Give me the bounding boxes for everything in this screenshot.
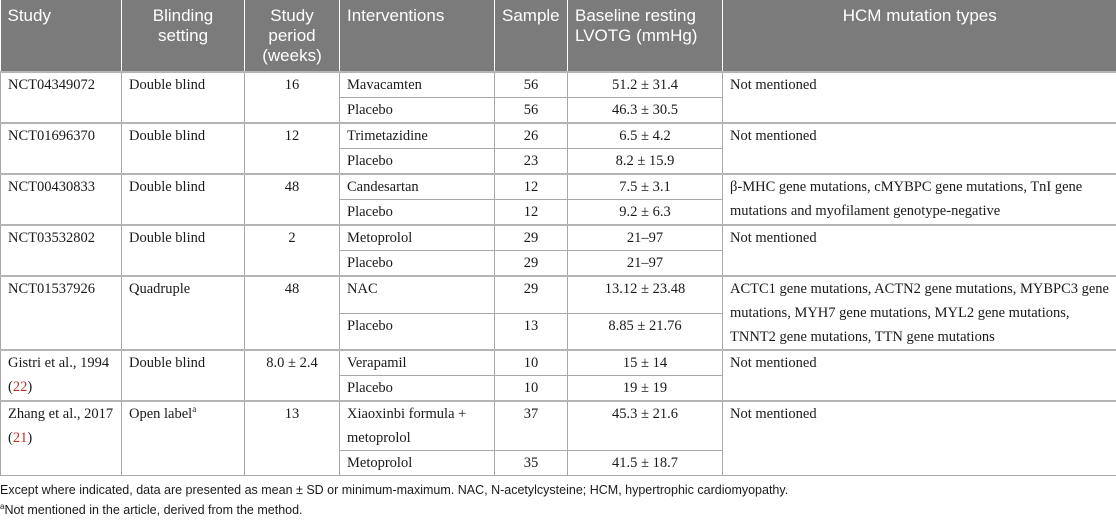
period-cell: 13 (245, 401, 340, 476)
blinding-cell (122, 401, 245, 476)
footnote-marker: a (192, 404, 196, 414)
period-cell: 48 (245, 276, 340, 350)
header-study: Study (1, 0, 122, 72)
study-name: Zhang et al., 2017 (8, 406, 113, 422)
study-cell: Gistri et al., 1994 (22) (1, 350, 122, 401)
lvotg-cell: 46.3 ± 30.5 (568, 98, 723, 124)
mutation-cell: Not mentioned (723, 401, 1116, 476)
sample-cell: 10 (495, 350, 568, 376)
intervention-cell: Verapamil (340, 350, 495, 376)
study-name: Gistri et al., 1994 (8, 355, 109, 371)
table-row (1, 123, 1116, 149)
sample-cell: 23 (495, 149, 568, 175)
period-cell: 8.0 ± 2.4 (245, 350, 340, 401)
sample-cell: 13 (495, 313, 568, 350)
study-cell: Zhang et al., 2017 (21) (1, 401, 122, 476)
lvotg-cell: 21–97 (568, 225, 723, 251)
reference-link[interactable]: 21 (13, 430, 28, 446)
blinding-cell: Double blind (122, 225, 245, 276)
table-row (1, 72, 1116, 98)
intervention-cell: Metoprolol (340, 225, 495, 251)
header-blinding: Blinding setting (122, 0, 245, 72)
mutation-cell: Not mentioned (723, 123, 1116, 174)
table-row (1, 174, 1116, 200)
study-cell: NCT03532802 (1, 225, 122, 276)
header-lvotg: Baseline resting LVOTG (mmHg) (568, 0, 723, 72)
mutation-cell: Not mentioned (723, 72, 1116, 123)
lvotg-cell: 8.85 ± 21.76 (568, 313, 723, 350)
sample-cell: 12 (495, 200, 568, 226)
table-row (1, 401, 1116, 451)
lvotg-cell: 19 ± 19 (568, 376, 723, 402)
intervention-cell: Xiaoxinbi formula + metoprolol (340, 401, 495, 451)
lvotg-cell: 51.2 ± 31.4 (568, 72, 723, 98)
mutation-cell: Not mentioned (723, 350, 1116, 401)
mutation-cell: β-MHC gene mutations, cMYBPC gene mutations, TnI gene mutations and myofilament genotype-negative (723, 174, 1116, 225)
header-row (1, 0, 1116, 72)
blinding-cell: Quadruple (122, 276, 245, 350)
lvotg-cell: 7.5 ± 3.1 (568, 174, 723, 200)
header-sample: Sample (495, 0, 568, 72)
intervention-cell: Placebo (340, 200, 495, 226)
period-cell: 48 (245, 174, 340, 225)
sample-cell: 26 (495, 123, 568, 149)
blinding-cell: Double blind (122, 174, 245, 225)
sample-cell: 10 (495, 376, 568, 402)
table-row (1, 350, 1116, 376)
period-cell: 2 (245, 225, 340, 276)
table-row (1, 225, 1116, 251)
sample-cell: 35 (495, 451, 568, 476)
blinding-cell: Double blind (122, 72, 245, 123)
intervention-cell: Placebo (340, 149, 495, 175)
period-cell: 16 (245, 72, 340, 123)
header-interventions: Interventions (340, 0, 495, 72)
sample-cell: 29 (495, 276, 568, 313)
table-footnotes (0, 480, 1116, 520)
lvotg-cell: 15 ± 14 (568, 350, 723, 376)
intervention-cell: Mavacamten (340, 72, 495, 98)
header-mutation: HCM mutation types (723, 0, 1116, 72)
footnote-a-text: Not mentioned in the article, derived from the method. (4, 503, 302, 517)
lvotg-cell: 8.2 ± 15.9 (568, 149, 723, 175)
sample-cell: 29 (495, 225, 568, 251)
study-cell: NCT01696370 (1, 123, 122, 174)
intervention-cell: NAC (340, 276, 495, 313)
intervention-cell: Metoprolol (340, 451, 495, 476)
table-row (1, 276, 1116, 313)
intervention-cell: Candesartan (340, 174, 495, 200)
mutation-cell: ACTC1 gene mutations, ACTN2 gene mutations, MYBPC3 gene mutations, MYH7 gene mutations, MYL2 gene mutations, TNNT2 gene mutations, TTN gene mutations (723, 276, 1116, 350)
lvotg-cell: 45.3 ± 21.6 (568, 401, 723, 451)
study-cell: NCT01537926 (1, 276, 122, 350)
study-cell: NCT00430833 (1, 174, 122, 225)
intervention-cell: Placebo (340, 376, 495, 402)
lvotg-cell: 13.12 ± 23.48 (568, 276, 723, 313)
study-cell: NCT04349072 (1, 72, 122, 123)
intervention-cell: Placebo (340, 251, 495, 277)
sample-cell: 37 (495, 401, 568, 451)
footnote-a (0, 500, 1116, 520)
blinding-text: Open label (129, 406, 192, 422)
blinding-cell: Double blind (122, 123, 245, 174)
lvotg-cell: 21–97 (568, 251, 723, 277)
sample-cell: 56 (495, 98, 568, 124)
sample-cell: 56 (495, 72, 568, 98)
mutation-cell: Not mentioned (723, 225, 1116, 276)
header-period: Study period (weeks) (245, 0, 340, 72)
reference-link[interactable]: 22 (13, 379, 28, 395)
lvotg-cell: 9.2 ± 6.3 (568, 200, 723, 226)
sample-cell: 29 (495, 251, 568, 277)
sample-cell: 12 (495, 174, 568, 200)
lvotg-cell: 41.5 ± 18.7 (568, 451, 723, 476)
blinding-cell: Double blind (122, 350, 245, 401)
lvotg-cell: 6.5 ± 4.2 (568, 123, 723, 149)
period-cell: 12 (245, 123, 340, 174)
footnote-main: Except where indicated, data are presented as mean ± SD or minimum-maximum. NAC, N-acetylcysteine; HCM, hypertrophic cardiomyopathy. (0, 480, 1116, 500)
footnote-a-marker: a (0, 502, 4, 511)
intervention-cell: Placebo (340, 313, 495, 350)
intervention-cell: Placebo (340, 98, 495, 124)
intervention-cell: Trimetazidine (340, 123, 495, 149)
